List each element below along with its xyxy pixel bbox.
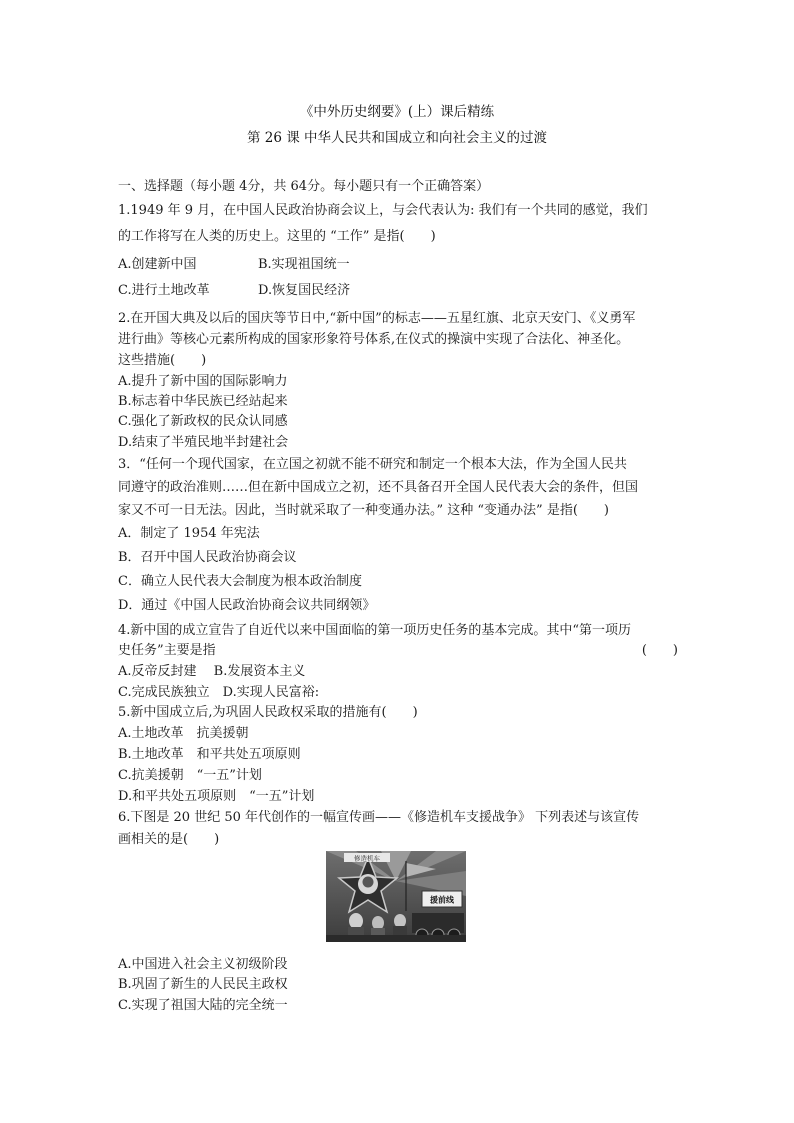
q4-options-cd[interactable]: C.完成民族独立 D.实现人民富裕: [118,685,320,700]
book-title: 《中外历史纲要》(上）课后精练 [299,104,495,120]
q5-option-b[interactable]: B.土地改革 和平共处五项原则 [118,747,301,762]
q6-stem-line-2: 画相关的是( ) [118,832,220,847]
propaganda-poster-image [326,851,466,942]
q2-option-c[interactable]: C.强化了新政权的民众认同感 [118,414,288,429]
q1-stem-line-2: 的工作将写在人类的历史上。这里的 “工作” 是指( ) [118,229,436,244]
q2-option-b[interactable]: B.标志着中华民族已经站起来 [118,394,288,409]
q3-option-c[interactable]: C．确立人民代表大会制度为根本政治制度 [118,574,362,589]
lesson-title: 第 26 课 中华人民共和国成立和向社会主义的过渡 [246,130,548,146]
q1-options-row-1 [118,253,678,272]
q2-stem-line-3: 这些措施( ) [118,353,207,368]
q5-option-c[interactable]: C.抗美援朝 “一五”计划 [118,768,262,783]
q3-stem-line-2: 同遵守的政治准则……但在新中国成立之初，还不具备召开全国人民代表大会的条件，但国 [118,480,639,495]
q1-stem-line-1: 1.1949 年 9 月，在中国人民政治协商会议上，与会代表认为: 我们有一个共同的感觉，我们 [118,203,648,218]
q4-stem-line-1: 4.新中国的成立宣告了自近代以来中国面临的第一项历史任务的基本完成。其中“第一项历 [118,623,632,638]
poster-banner-text: 修造机车 [354,854,380,863]
q6-option-b[interactable]: B.巩固了新生的人民民主政权 [118,977,288,992]
q2-stem-line-2: 进行曲》等核心元素所构成的国家形象符号体系,在仪式的操演中实现了合法化、神圣化。 [118,332,630,347]
q4-answer-paren[interactable]: ( ) [641,643,678,658]
q4-stem-text: 史任务”主要是指 [118,643,216,658]
q3-stem-line-1: 3．“任何一个现代国家，在立国之初就不能不研究和制定一个根本大法，作为全国人民共 [118,457,627,472]
q1-options-row-2 [118,279,678,298]
q4-options-ab[interactable]: A.反帝反封建 B.发展资本主义 [118,664,306,679]
q6-option-a[interactable]: A.中国进入社会主义初级阶段 [118,957,288,972]
q1-option-d[interactable]: D.恢复国民经济 [258,283,351,298]
q1-option-a[interactable]: A.创建新中国 [118,257,197,272]
q1-option-c[interactable]: C.进行土地改革 [118,283,210,298]
section-heading: 一、选择题（每小题 4分，共 64分。每小题只有一个正确答案） [118,179,490,194]
q5-option-d[interactable]: D.和平共处五项原则 “一五”计划 [118,789,315,804]
q1-option-b[interactable]: B.实现祖国统一 [258,257,350,272]
q2-stem-line-1: 2.在开国大典及以后的国庆等节日中,“新中国”的标志——五星红旗、北京天安门、《义勇军 [118,311,636,326]
poster-sign-text: 援前线 [430,895,454,905]
q5-stem: 5.新中国成立后,为巩固人民政权采取的措施有( ) [118,705,418,720]
propaganda-poster-illustration [326,851,466,942]
q3-option-b[interactable]: B．召开中国人民政治协商会议 [118,550,297,565]
q3-stem-line-3: 家又不可一日无法。因此，当时就采取了一种变通办法。” 这种 “变通办法” 是指( ) [118,503,609,518]
q3-option-a[interactable]: A．制定了 1954 年宪法 [118,526,260,541]
q4-stem-line-2 [118,639,678,658]
q6-stem-line-1: 6.下图是 20 世纪 50 年代创作的一幅宣传画——《修造机车支援战争》 下列表述与该宣传 [118,810,640,825]
q3-option-d[interactable]: D．通过《中国人民政治协商会议共同纲领》 [118,598,376,613]
q6-option-c[interactable]: C.实现了祖国大陆的完全统一 [118,998,288,1013]
q2-option-d[interactable]: D.结束了半殖民地半封建社会 [118,435,289,450]
q5-option-a[interactable]: A.土地改革 抗美援朝 [118,726,249,741]
q2-option-a[interactable]: A.提升了新中国的国际影响力 [118,374,288,389]
